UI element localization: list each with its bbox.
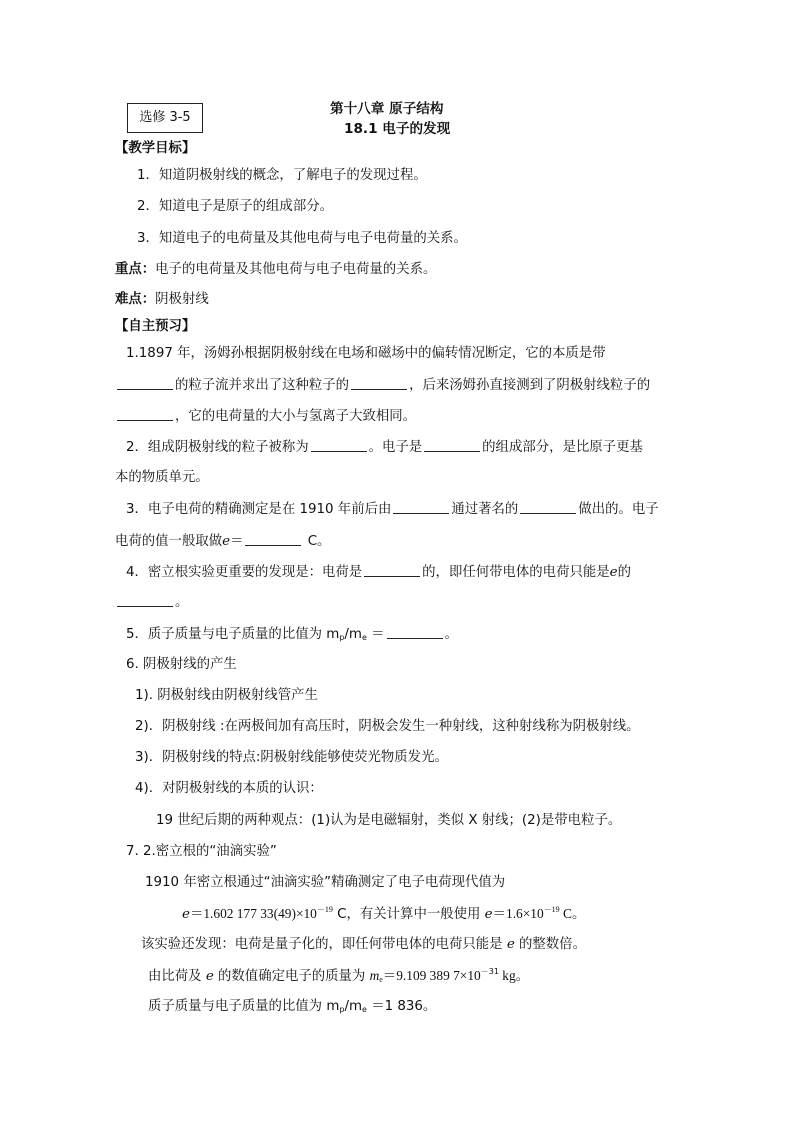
question-text: ＝1 836。 [366, 999, 437, 1014]
exponent: －31 [480, 967, 499, 976]
answer-blank[interactable] [424, 438, 480, 452]
question-text: 3．电子电荷的精确测定是在 1910 年前后由 [126, 502, 392, 517]
question-text: ＝ [230, 534, 244, 549]
formula-text: kg。 [498, 968, 530, 983]
key-point-text: 电子的电荷量及其他电荷与电子电荷量的关系。 [155, 262, 437, 277]
question-text: 。 [444, 627, 458, 642]
key-point [115, 261, 436, 279]
question-4-line-1 [126, 563, 631, 582]
course-box: 选修 3-5 [127, 103, 203, 133]
variable-e: e [506, 937, 515, 952]
answer-blank[interactable] [117, 407, 173, 421]
subscript: e [362, 1005, 367, 1014]
item-7-line-1: 1910 年密立根通过“油滴实验”精确测定了电子电荷现代值为 [145, 875, 506, 890]
difficult-point-text: 阴极射线 [155, 292, 209, 307]
question-1-line-2 [115, 376, 650, 395]
question-text: 4．密立根实验更重要的发现是：电荷是 [126, 565, 363, 580]
variable-e: e [484, 907, 493, 922]
chapter-title: 第十八章 原子结构 [330, 101, 444, 117]
item-7-line-4 [148, 967, 529, 986]
question-text: ，后来汤姆孙直接测到了阴极射线粒子的 [409, 378, 651, 393]
answer-blank[interactable] [387, 625, 443, 639]
subscript: e [379, 975, 383, 984]
answer-blank[interactable] [117, 376, 173, 390]
variable-e: e [182, 907, 190, 922]
answer-blank[interactable] [245, 532, 301, 546]
question-1-line-3 [115, 407, 416, 426]
question-text: 由比荷及 [148, 969, 206, 984]
formula-text: C，有关计算中一般使用 [332, 907, 485, 922]
question-2-line-1 [126, 438, 643, 457]
preview-heading: 【自主预习】 [115, 319, 196, 334]
question-text: 的数值确定电子的质量为 [213, 969, 370, 984]
goal-item: 3．知道电子的电荷量及其他电荷与电子电荷量的关系。 [137, 231, 467, 246]
item-6-2: 2)．阴极射线 :在两极间加有高压时，阴极会发生一种射线，这种射线称为阴极射线。 [135, 719, 640, 734]
answer-blank[interactable] [364, 563, 420, 577]
question-3-line-1 [126, 500, 659, 519]
subscript: p [339, 633, 345, 642]
question-text: 该实验还发现：电荷是量子化的，即任何带电体的电荷只能是 [141, 937, 507, 952]
item-6-3: 3)．阴极射线的特点:阴极射线能够使荧光物质发光。 [135, 750, 448, 765]
goal-item: 2．知道电子是原子的组成部分。 [137, 199, 333, 214]
answer-blank[interactable] [117, 593, 173, 607]
answer-blank[interactable] [351, 376, 407, 390]
answer-blank[interactable] [520, 500, 576, 514]
question-5 [126, 625, 458, 644]
item-7-line-5 [148, 998, 436, 1016]
goals-heading: 【教学目标】 [115, 141, 196, 156]
section-title: 18.1 电子的发现 [344, 121, 451, 137]
item-7-formula [182, 905, 585, 924]
question-text: /m [344, 627, 362, 642]
question-text: C。 [303, 534, 331, 549]
question-3-line-2 [115, 532, 330, 551]
goal-item: 1．知道阴极射线的概念，了解电子的发现过程。 [137, 168, 427, 183]
question-1-line-1: 1.1897 年，汤姆孙根据阴极射线在电场和磁场中的偏转情况断定，它的本质是带 [126, 346, 606, 361]
difficult-point [115, 291, 209, 309]
variable-e: e [222, 534, 231, 549]
question-text: 。 [175, 595, 189, 610]
key-point-label: 重点： [115, 262, 156, 277]
question-text: 电荷的值一般取做 [115, 534, 223, 549]
answer-blank[interactable] [393, 500, 449, 514]
question-text: 质子质量与电子质量的比值为 m [148, 999, 340, 1014]
variable-e: e [205, 969, 214, 984]
question-text: 的，即任何带电体的电荷只能是 [422, 565, 610, 580]
formula-text: ＝1.602 177 33(49)×10 [189, 906, 317, 921]
question-text: 的粒子流并求出了这种粒子的 [175, 378, 350, 393]
exponent: －19 [543, 905, 560, 914]
variable-e: e [609, 565, 618, 580]
subscript: p [339, 1005, 345, 1014]
question-text: ＝ [366, 627, 385, 642]
difficult-point-label: 难点： [115, 292, 156, 307]
question-4-line-2 [115, 593, 188, 612]
question-text: 做出的。电子 [578, 502, 659, 517]
formula-text: ＝9.109 389 7×10 [382, 968, 481, 983]
exponent: －19 [316, 905, 333, 914]
item-7-line-3 [141, 936, 586, 954]
question-text: 通过著名的 [451, 502, 519, 517]
question-text: 的组成部分，是比原子更基 [482, 440, 643, 455]
item-6: 6. 阴极射线的产生 [126, 657, 237, 672]
question-text: 的 [617, 565, 631, 580]
subscript: e [361, 633, 367, 642]
question-text: 5．质子质量与电子质量的比值为 m [126, 627, 340, 642]
question-text: ，它的电荷量的大小与氢离子大致相同。 [175, 409, 417, 424]
question-text: 的整数倍。 [514, 937, 586, 952]
item-6-4-detail: 19 世纪后期的两种观点：(1)认为是电磁辐射，类似 X 射线；(2)是带电粒子。 [156, 813, 622, 828]
question-text: 。电子是 [368, 440, 423, 455]
item-6-1: 1). 阴极射线由阴极射线管产生 [135, 688, 318, 703]
item-7: 7. 2.密立根的“油滴实验” [126, 844, 277, 859]
question-text: /m [344, 999, 363, 1014]
answer-blank[interactable] [311, 438, 367, 452]
question-2-line-2: 本的物质单元。 [115, 470, 209, 485]
formula-text: ＝1.6×10 [492, 906, 544, 921]
formula-text: C。 [559, 906, 586, 921]
item-6-4: 4)．对阴极射线的本质的认识： [135, 781, 323, 796]
question-text: 2．组成阴极射线的粒子被称为 [126, 440, 309, 455]
variable-m: m [369, 968, 380, 983]
